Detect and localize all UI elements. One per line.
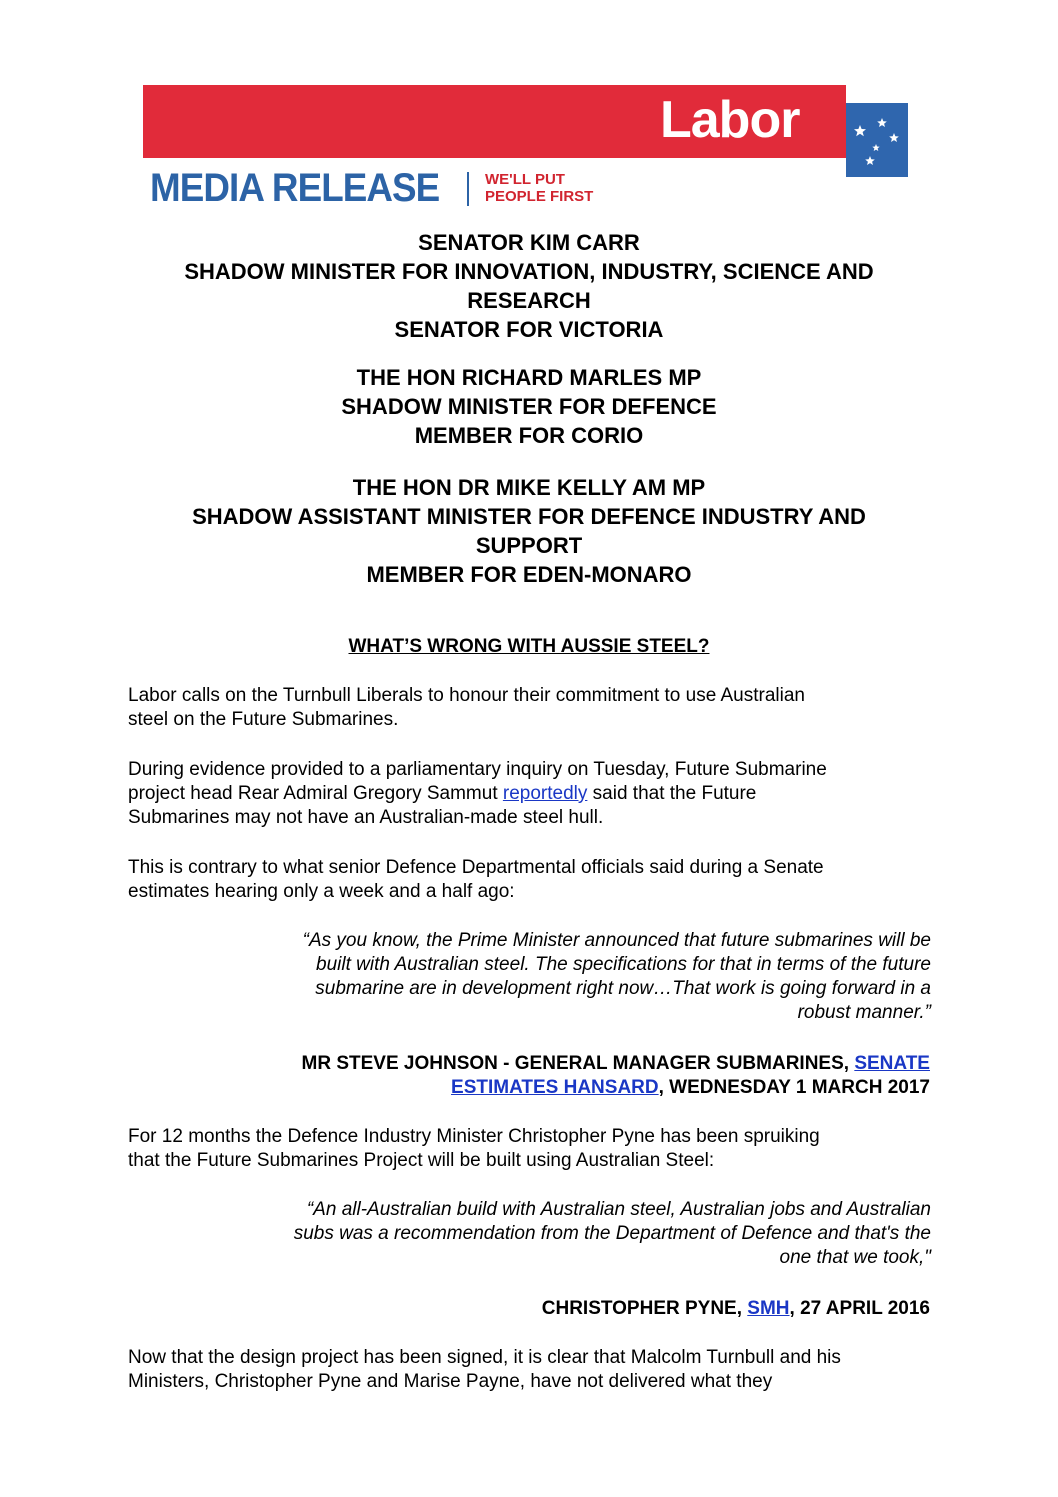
- attribution-line: [128, 1297, 930, 1321]
- paragraph-text: project head Rear Admiral Gregory Sammut: [128, 783, 503, 804]
- paragraph-line: This is contrary to what senior Defence Departmental officials said during a Senate: [128, 857, 824, 878]
- tagline-line: PEOPLE FIRST: [485, 188, 594, 205]
- paragraph-line: During evidence provided to a parliamentary inquiry on Tuesday, Future Submarine: [128, 759, 827, 780]
- member-line: MEMBER FOR EDEN-MONARO: [366, 562, 692, 587]
- member-block-carr: [128, 228, 930, 344]
- quote-line: submarine are in development right now…That work is going forward in a: [315, 978, 931, 999]
- tagline: [485, 171, 593, 205]
- attribution-text: MR STEVE JOHNSON - GENERAL MANAGER SUBMARINES,: [301, 1053, 855, 1074]
- attribution-johnson: [128, 1052, 930, 1100]
- senate-estimates-hansard-link[interactable]: ESTIMATES HANSARD: [451, 1077, 659, 1098]
- media-release-heading: MEDIA RELEASE: [150, 166, 440, 210]
- senate-estimates-link[interactable]: SENATE: [854, 1053, 930, 1074]
- attribution-line: [128, 1052, 930, 1076]
- member-block-kelly: [128, 473, 930, 589]
- member-line: SENATOR FOR VICTORIA: [394, 317, 664, 342]
- quote-line: built with Australian steel. The specifications for that in terms of the future: [316, 954, 931, 975]
- paragraph-3: [128, 856, 930, 904]
- member-line: THE HON RICHARD MARLES MP: [356, 365, 702, 390]
- paragraph-line: that the Future Submarines Project will be built using Australian Steel:: [128, 1150, 715, 1171]
- member-line: SHADOW MINISTER FOR DEFENCE: [341, 394, 717, 419]
- quote-line: subs was a recommendation from the Department of Defence and that's the: [293, 1223, 931, 1244]
- quote-line: one that we took,": [779, 1247, 931, 1268]
- member-line: THE HON DR MIKE KELLY AM MP: [352, 475, 706, 500]
- quote-line: “As you know, the Prime Minister announced that future submarines will be: [302, 930, 931, 951]
- paragraph-line: Submarines may not have an Australian-made steel hull.: [128, 807, 604, 828]
- paragraph-text: said that the Future: [587, 783, 757, 804]
- tagline-line: WE'LL PUT: [485, 171, 565, 188]
- paragraph-1: [128, 684, 930, 732]
- paragraph-line: For 12 months the Defence Industry Minister Christopher Pyne has been spruiking: [128, 1126, 820, 1147]
- paragraph-4: [128, 1125, 930, 1173]
- attribution-line: [128, 1076, 930, 1100]
- paragraph-2: [128, 758, 930, 830]
- attribution-text: , WEDNESDAY 1 MARCH 2017: [658, 1077, 930, 1098]
- smh-link[interactable]: SMH: [747, 1298, 790, 1319]
- labor-logo-word: Labor: [660, 91, 800, 149]
- member-line: SENATOR KIM CARR: [418, 230, 640, 255]
- paragraph-line: steel on the Future Submarines.: [128, 709, 399, 730]
- paragraph-line: Ministers, Christopher Pyne and Marise Payne, have not delivered what they: [128, 1371, 773, 1392]
- member-block-marles: [128, 363, 930, 450]
- reportedly-link[interactable]: reportedly: [502, 783, 588, 804]
- attribution-text: , 27 APRIL 2016: [789, 1298, 930, 1319]
- quote-line: robust manner.”: [797, 1002, 931, 1023]
- member-line: MEMBER FOR CORIO: [414, 423, 644, 448]
- paragraph-line: estimates hearing only a week and a half ago:: [128, 881, 515, 902]
- paragraph-5: [128, 1346, 930, 1394]
- member-line: SHADOW ASSISTANT MINISTER FOR DEFENCE INDUSTRY AND: [192, 504, 866, 529]
- release-title: WHAT’S WRONG WITH AUSSIE STEEL?: [348, 636, 710, 657]
- southern-cross-flag-icon: [846, 103, 908, 177]
- attribution-text: CHRISTOPHER PYNE,: [541, 1298, 748, 1319]
- paragraph-line: [128, 782, 930, 806]
- quote-johnson: [180, 929, 931, 1025]
- quote-line: “An all-Australian build with Australian steel, Australian jobs and Australian: [306, 1199, 931, 1220]
- paragraph-line: Labor calls on the Turnbull Liberals to honour their commitment to use Australian: [128, 685, 805, 706]
- member-line: RESEARCH: [467, 288, 591, 313]
- member-line: SHADOW MINISTER FOR INNOVATION, INDUSTRY, SCIENCE AND: [184, 259, 874, 284]
- member-line: SUPPORT: [475, 533, 583, 558]
- header-divider: [467, 172, 469, 206]
- attribution-pyne: [128, 1297, 930, 1321]
- quote-pyne: [180, 1198, 931, 1270]
- paragraph-line: Now that the design project has been signed, it is clear that Malcolm Turnbull and his: [128, 1347, 841, 1368]
